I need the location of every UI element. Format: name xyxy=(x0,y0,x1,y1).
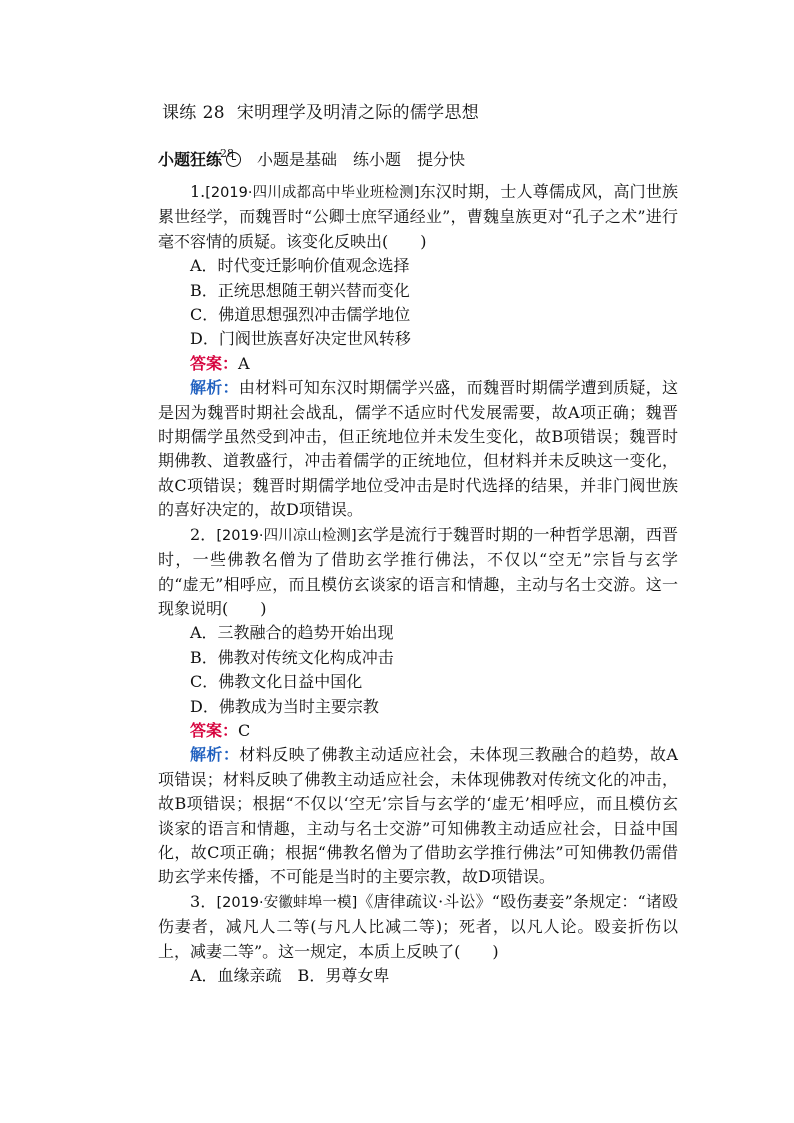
explanation xyxy=(158,376,678,522)
question-text: 玄学是流行于魏晋时期的一种哲学思潮，西晋时，一些佛教名僧为了借助玄学推行佛法，不仅以“空无”宗旨与玄学的“虚无”相呼应，而且模仿玄谈家的语言和情趣，主动与名士交游。这一现象说明( ) xyxy=(158,524,678,618)
question-1-stem xyxy=(158,180,678,254)
question-number: 3． xyxy=(190,891,217,911)
question-number: 1. xyxy=(190,182,206,201)
option: B．佛教对传统文化构成冲击 xyxy=(190,647,394,667)
answer-value: C xyxy=(238,720,251,740)
option-row: A．血缘亲疏 B．男尊女卑 xyxy=(190,966,390,985)
option: C．佛教文化日益中国化 xyxy=(190,672,363,692)
answer-line xyxy=(158,352,678,376)
question-body xyxy=(158,180,678,988)
question-number: 2． xyxy=(190,524,217,544)
lesson-title xyxy=(162,98,479,123)
lesson-number: 28 xyxy=(202,103,225,123)
option: B．正统思想随王朝兴替而变化 xyxy=(190,280,410,300)
option: D．佛教成为当时主要宗教 xyxy=(190,696,379,716)
clock-icon xyxy=(226,152,241,167)
option: C．佛道思想强烈冲击儒学地位 xyxy=(190,305,411,325)
banner-brand: 小题狂练 xyxy=(158,150,223,169)
question-2-stem xyxy=(158,523,678,622)
explanation-label: 解析： xyxy=(190,745,240,765)
question-source: [2019·四川成都高中毕业班检测] xyxy=(205,185,420,201)
option: A．三教融合的趋势开始出现 xyxy=(190,623,394,643)
explanation-text: 材料反映了佛教主动适应社会，未体现三教融合的趋势，故A项错误；材料反映了佛教主动适应社会，未体现佛教对传统文化的冲击，故B项错误；根据“不仅以‘空无’宗旨与玄学的‘虚无’相呼应，而且模仿玄谈家的语言和情趣，主动与名士交游”可知佛教主动适应社会，日益中国化，故C项正确；根据“佛教名僧为了借助玄学推行佛法”可知佛教仍需借助玄学来传播，不可能是当时的主要宗教，故D项错误。 xyxy=(158,745,678,887)
answer-label: 答案： xyxy=(190,353,239,373)
option: D．门阀世族喜好决定世风转移 xyxy=(190,329,411,349)
section-banner xyxy=(158,147,465,170)
answer-label: 答案： xyxy=(190,720,239,740)
explanation-text: 由材料可知东汉时期儒学兴盛，而魏晋时期儒学遭到质疑，这是因为魏晋时期社会战乱，儒学不适应时代发展需要，故A项正确；魏晋时期儒学虽然受到冲击，但正统地位并未发生变化，故B项错误；魏晋时期佛教、道教盛行，冲击着儒学的正统地位，但材料并未反映这一变化，故C项错误；魏晋时期儒学地位受冲击是时代选择的结果，并非门阀世族的喜好决定的，故D项错误。 xyxy=(158,378,678,520)
answer-value: A xyxy=(238,353,250,373)
question-source: [2019·安徽蚌埠一模] xyxy=(216,894,358,911)
question-3-stem xyxy=(158,890,678,964)
question-text: 《唐律疏议·斗讼》“殴伤妻妾”条规定：“诸殴伤妻者，减凡人二等(与凡人比减二等)；死者，以凡人论。殴妾折伤以上，减妻二等”。这一规定，本质上反映了( ) xyxy=(158,891,678,961)
banner-slogan: 小题是基础 练小题 提分快 xyxy=(257,150,466,169)
explanation xyxy=(158,743,678,889)
explanation-label: 解析： xyxy=(190,378,239,398)
banner-superscript: 28 xyxy=(220,147,235,160)
question-source: [2019·四川凉山检测] xyxy=(216,527,357,544)
lesson-prefix: 课练 xyxy=(162,103,197,123)
answer-line xyxy=(158,719,678,743)
question-text: 东汉时期，士人尊儒成风，高门世族累世经学，而魏晋时“公卿士庶罕通经业”，曹魏皇族更对“孔子之术”进行毫不容情的质疑。该变化反映出( ) xyxy=(158,182,678,251)
lesson-name: 宋明理学及明清之际的儒学思想 xyxy=(236,103,480,123)
option: A．时代变迁影响价值观念选择 xyxy=(190,256,410,276)
